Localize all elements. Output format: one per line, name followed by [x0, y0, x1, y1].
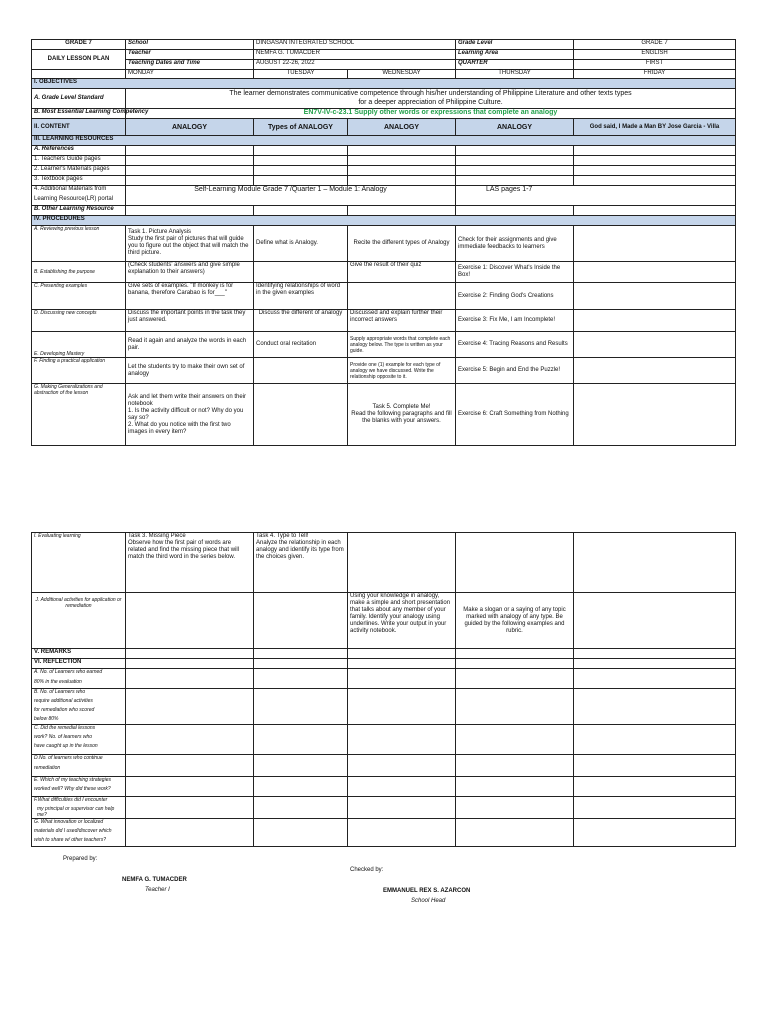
teacher-label: Teacher: [126, 50, 254, 60]
refl-b-line3: for remediation who scored: [34, 707, 95, 713]
cell: [126, 593, 254, 649]
additional-wednesday: Using your knowledge in analogy, make a simple and short presentation that talks about any member of your family. Identify your analogy using underlines. Write your output in your activity notebook.: [348, 593, 456, 649]
refl-a-line2: 80% in the evaluation: [34, 679, 82, 685]
cell: [456, 649, 574, 659]
proc-e-wednesday: Supply appropriate words that complete each analogy below. The type is written as your guide.: [348, 332, 456, 358]
cell: [254, 819, 348, 847]
content-thursday: ANALOGY: [456, 119, 574, 136]
cell: [456, 146, 574, 156]
cell: [126, 689, 254, 725]
proc-a-monday: Task 1. Picture Analysis Study the first pair of pictures that will guide you to figure out the object that will match the third picture.: [126, 226, 254, 262]
cell: [456, 797, 574, 819]
plan-title: DAILY LESSON PLAN: [32, 50, 126, 70]
proc-d-tuesday: Discuss the different of analogy: [254, 310, 348, 332]
grade-level-label: Grade Level: [456, 40, 574, 50]
proc-label-g: G. Making Generalizations and abstraction of the lesson: [32, 384, 126, 446]
cell: [126, 797, 254, 819]
cell: [254, 689, 348, 725]
textbook-label: 3. Textbook pages: [32, 176, 126, 186]
proc-b-monday: (Check students' answers and give simple explanation to their answers): [126, 262, 254, 283]
proc-b-thursday: Exercise 1: Discover What's Inside the Box!: [456, 262, 574, 283]
eval-tuesday: Task 4. Type to Tell! Analyze the relationship in each analogy and identify its type from the choices given.: [254, 533, 348, 593]
school-value: DINGASAN INTEGRATED SCHOOL: [254, 40, 456, 50]
content-label: II. CONTENT: [32, 119, 126, 136]
cell: [126, 206, 254, 216]
cell: [456, 156, 574, 166]
proc-a-wednesday: Recite the different types of Analogy: [348, 226, 456, 262]
cell: [348, 725, 456, 755]
refl-g-line2: materials did I used/discover which: [34, 828, 112, 834]
cell: [126, 166, 254, 176]
melc-label: B. Most Essential Learning Competency: [32, 109, 126, 119]
proc-g-thursday: Exercise 6: Craft Something from Nothing: [456, 384, 574, 446]
day-tuesday: TUESDAY: [254, 70, 348, 79]
other-resource-label: B. Other Learning Resource: [32, 206, 126, 216]
cell: [574, 689, 736, 725]
cell: [348, 206, 456, 216]
refl-b-line1: B. No. of Learners who: [34, 689, 86, 695]
proc-d-wednesday: Discussed and explain further their incorrect answers: [348, 310, 456, 332]
proc-label-a: A. Reviewing previous lesson: [32, 226, 126, 262]
quarter-value: FIRST: [574, 60, 736, 70]
day-thursday: THURSDAY: [456, 70, 574, 79]
cell: [456, 777, 574, 797]
teachers-guide-label: 1. Teachers Guide pages: [32, 156, 126, 166]
cell: [574, 166, 736, 176]
cell: [254, 777, 348, 797]
learning-area-label: Learning Area: [456, 50, 574, 60]
section-objectives: I. OBJECTIVES: [32, 79, 736, 89]
cell: [348, 797, 456, 819]
cell: [254, 156, 348, 166]
proc-d-monday: Discuss the important points in the task they just answered.: [126, 310, 254, 332]
learners-materials-label: 2. Learner's Materials pages: [32, 166, 126, 176]
proc-d-thursday: Exercise 3: Fix Me, I am Incomplete!: [456, 310, 574, 332]
cell: [126, 777, 254, 797]
lesson-plan-table: [31, 39, 736, 446]
day-monday: MONDAY: [126, 70, 254, 79]
content-tuesday: Types of ANALOGY: [254, 119, 348, 136]
dates-value: AUGUST 22-26, 2022: [254, 60, 456, 70]
proc-f-tuesday: [254, 358, 348, 384]
cell: [574, 226, 736, 262]
proc-label-c: C. Presenting examples: [32, 283, 126, 310]
day-friday: FRIDAY: [574, 70, 736, 79]
cell: [126, 176, 254, 186]
cell: [574, 669, 736, 689]
standard-line-1: The learner demonstrates communicative competence through his/her understanding of Philippine Literature and other texts types: [229, 90, 632, 97]
refl-c-line3: have caught up in the lesson: [34, 743, 98, 749]
cell: [126, 146, 254, 156]
refl-g-line3: wish to share w/ other teachers?: [34, 837, 106, 843]
checked-by-label: Checked by:: [350, 867, 384, 873]
prepared-name: NEMFA G. TUMACDER: [122, 877, 187, 883]
refl-d-line1: D.No. of learners who continue: [34, 755, 103, 761]
cell: [348, 533, 456, 593]
cell: [126, 659, 254, 669]
cell: [254, 755, 348, 777]
cell: [574, 206, 736, 216]
refl-a-line1: A. No. of Learners who earned: [34, 669, 103, 675]
cell: [574, 176, 736, 186]
cell: [348, 819, 456, 847]
blank: [32, 70, 126, 79]
cell: [574, 332, 736, 358]
cell: [574, 819, 736, 847]
cell: [126, 819, 254, 847]
cell: [574, 533, 736, 593]
cell: [254, 166, 348, 176]
learning-area-value: ENGLISH: [574, 50, 736, 60]
proc-f-wednesday: Provide one (1) example for each type of analogy we have discussed. Write the relationship opposite to it.: [348, 358, 456, 384]
additional-materials-label: 4. Additional Materials from: [34, 186, 107, 192]
cell: [348, 659, 456, 669]
refl-b-line2: require additional activities: [34, 698, 93, 704]
cell: [456, 166, 574, 176]
cell: [456, 819, 574, 847]
cell: [254, 659, 348, 669]
melc-text: EN7V-IV-c-23.1 Supply other words or expressions that complete an analogy: [126, 109, 736, 119]
refl-c-line2: work? No. of learners who: [34, 734, 93, 740]
proc-c-monday: Give sets of examples. "If monkey is for banana, therefore Carabao is for___": [126, 283, 254, 310]
refl-f-line2: my principal or supervisor can help me?: [37, 806, 115, 818]
cell: [574, 310, 736, 332]
cell: [254, 593, 348, 649]
cell: [456, 176, 574, 186]
cell: [254, 206, 348, 216]
proc-a-thursday: Check for their assignments and give immediate feedbacks to learners: [456, 226, 574, 262]
cell: [574, 659, 736, 669]
cell: [574, 146, 736, 156]
eval-monday: Task 3. Missing Piece Observe how the first pair of words are related and find the missing piece that will match the third word in the series below.: [126, 533, 254, 593]
proc-c-thursday: Exercise 2: Finding God's Creations: [456, 283, 574, 310]
refl-f-line1: F.What difficulties did I encounter: [34, 797, 108, 803]
refl-c-line1: C. Did the remedial lessons: [34, 725, 96, 731]
cell: [456, 206, 574, 216]
checked-title: School Head: [411, 898, 446, 904]
proc-g-monday: Ask and let them write their answers on their notebook 1. Is the activity difficult or not? Why do you say so? 2. What do you notice with the first two images in every item?: [126, 384, 254, 446]
dates-label: Teaching Dates and Time: [126, 60, 254, 70]
cell: [126, 649, 254, 659]
eval-label: I. Evaluating learning: [32, 533, 126, 593]
proc-c-wednesday: [348, 283, 456, 310]
cell: [348, 689, 456, 725]
additional-thursday: Make a slogan or a saying of any topic marked with analogy of any type. Be guided by the following examples and rubric.: [456, 593, 574, 649]
cell: [574, 283, 736, 310]
content-wednesday: ANALOGY: [348, 119, 456, 136]
cell: [254, 176, 348, 186]
cell: [574, 755, 736, 777]
cell: [348, 777, 456, 797]
proc-a-tuesday: Define what is Analogy.: [254, 226, 348, 262]
proc-e-monday: Read it again and analyze the words in each pair.: [126, 332, 254, 358]
las-pages: LAS pages 1-7: [456, 186, 736, 206]
quarter-label: QUARTER: [456, 60, 574, 70]
remarks-label: V. REMARKS: [32, 649, 126, 659]
lr-portal-label: Learning Resource(LR) portal: [34, 196, 114, 202]
proc-b-wednesday: Give the result of their quiz: [348, 262, 456, 283]
additional-activities-label: J. Additional activities for application or remediation: [32, 593, 126, 649]
proc-label-b: B. Establishing the purpose: [32, 262, 126, 283]
cell: [574, 777, 736, 797]
refl-d-line2: remediation: [34, 765, 61, 771]
cell: [348, 176, 456, 186]
checked-name: EMMANUEL REX S. AZARCON: [383, 888, 471, 894]
refl-b-line4: below 80%: [34, 716, 59, 722]
proc-g-wednesday: Task 5. Complete Me! Read the following paragraphs and fill the blanks with your answers.: [348, 384, 456, 446]
module-reference: Self-Learning Module Grade 7 /Quarter 1 – Module 1: Analogy: [126, 186, 456, 206]
cell: [254, 669, 348, 689]
proc-b-tuesday: [254, 262, 348, 283]
cell: [574, 593, 736, 649]
evaluation-reflection-table: [31, 532, 736, 847]
cell: [348, 755, 456, 777]
proc-e-thursday: Exercise 4: Tracing Reasons and Results: [456, 332, 574, 358]
cell: [254, 797, 348, 819]
standard-line-2: for a deeper appreciation of Philippine Culture.: [358, 99, 503, 106]
reflection-label: VI. REFLECTION: [32, 659, 126, 669]
cell: [254, 649, 348, 659]
cell: [456, 689, 574, 725]
day-wednesday: WEDNESDAY: [348, 70, 456, 79]
cell: [456, 533, 574, 593]
teacher-value: NEMFA G. TUMACDER: [254, 50, 456, 60]
cell: [574, 725, 736, 755]
cell: [348, 669, 456, 689]
section-procedures: IV. PROCEDURES: [32, 216, 736, 226]
prepared-by-label: Prepared by:: [63, 856, 98, 862]
cell: [456, 725, 574, 755]
cell: [348, 166, 456, 176]
cell: [456, 659, 574, 669]
proc-e-tuesday: Conduct oral recitation: [254, 332, 348, 358]
cell: [254, 146, 348, 156]
cell: [348, 146, 456, 156]
proc-f-thursday: Exercise 5: Begin and End the Puzzle!: [456, 358, 574, 384]
cell: [574, 156, 736, 166]
cell: [126, 725, 254, 755]
prepared-title: Teacher I: [145, 887, 170, 893]
proc-label-f: F. Finding a practical application: [32, 358, 126, 384]
proc-c-tuesday: Identifying relationships of word in the given examples: [254, 283, 348, 310]
refl-e-line1: E. Which of my teaching strategies: [34, 777, 111, 783]
cell: [456, 669, 574, 689]
cell: [574, 384, 736, 446]
grade-level-standard-label: A. Grade Level Standard: [32, 89, 126, 109]
cell: [126, 156, 254, 166]
cell: [574, 649, 736, 659]
cell: [348, 649, 456, 659]
section-learning-resources: III. LEARNING RESOURCES: [32, 136, 736, 146]
cell: [574, 262, 736, 283]
proc-label-e: E. Developing Mastery: [32, 332, 126, 358]
refl-g-line1: G. What innovation or localized: [34, 819, 104, 825]
grade-level-value: GRADE 7: [574, 40, 736, 50]
content-monday: ANALOGY: [126, 119, 254, 136]
cell: [348, 156, 456, 166]
cell: [126, 755, 254, 777]
cell: [574, 358, 736, 384]
school-label: School: [126, 40, 254, 50]
proc-label-d: D. Discussing new concepts: [32, 310, 126, 332]
content-friday: God said, I Made a Man BY Jose Garcia - Villa: [574, 119, 736, 136]
cell: [254, 725, 348, 755]
proc-g-tuesday: [254, 384, 348, 446]
cell: [456, 755, 574, 777]
refl-e-line2: worked well? Why did these work?: [34, 786, 111, 792]
grade-cell: GRADE 7: [32, 40, 126, 50]
proc-f-monday: Let the students try to make their own set of analogy: [126, 358, 254, 384]
cell: [126, 669, 254, 689]
references-label: A. References: [32, 146, 126, 156]
cell: [574, 797, 736, 819]
